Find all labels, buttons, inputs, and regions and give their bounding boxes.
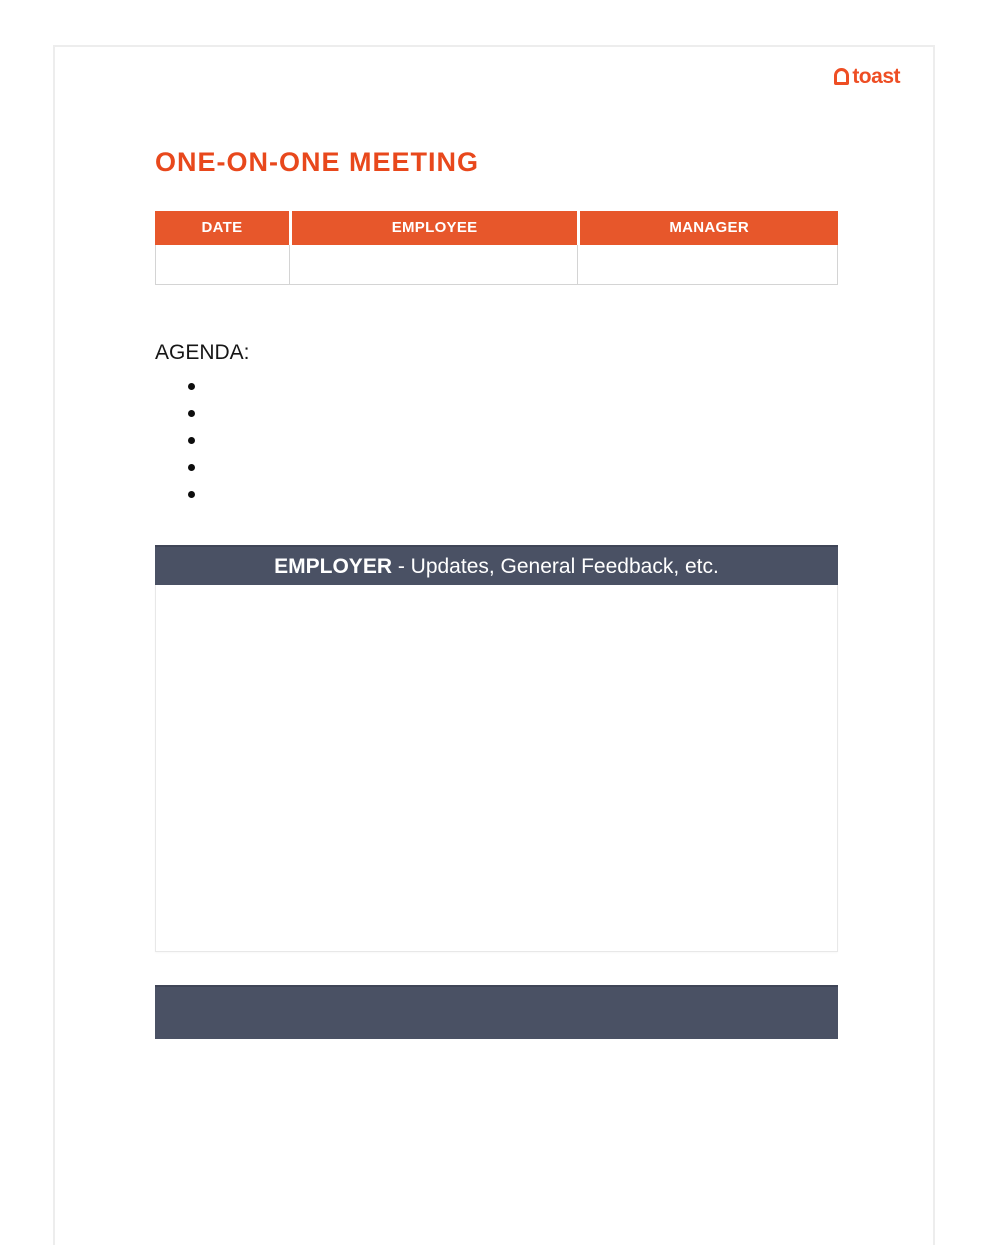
column-header-date: DATE [155, 211, 289, 245]
page-title: ONE-ON-ONE MEETING [155, 147, 480, 177]
toast-logo [834, 66, 900, 87]
next-section-header-partial [155, 985, 838, 1039]
agenda-bullet [188, 454, 250, 481]
employee-cell [290, 245, 578, 285]
manager-cell [578, 245, 838, 285]
toast-bread-icon [834, 68, 849, 85]
employer-section-body [155, 585, 838, 952]
toast-logo-text: toast [852, 65, 900, 88]
agenda-section [155, 340, 250, 508]
employer-section [155, 545, 838, 952]
employer-section-title: EMPLOYER [274, 555, 392, 578]
agenda-bullet [188, 400, 250, 427]
agenda-label: AGENDA: [155, 341, 250, 364]
agenda-bullet [188, 427, 250, 454]
table-row [155, 245, 838, 285]
column-header-employee: EMPLOYEE [292, 211, 578, 245]
agenda-bullet [188, 481, 250, 508]
agenda-bullets [155, 373, 250, 508]
info-table-header-row [155, 211, 838, 245]
date-cell [155, 245, 290, 285]
employer-section-header [155, 545, 838, 585]
agenda-bullet [188, 373, 250, 400]
meeting-info-table [155, 211, 838, 285]
column-header-manager: MANAGER [580, 211, 838, 245]
document-page [53, 45, 935, 1245]
employer-section-subtitle: - Updates, General Feedback, etc. [392, 555, 719, 578]
